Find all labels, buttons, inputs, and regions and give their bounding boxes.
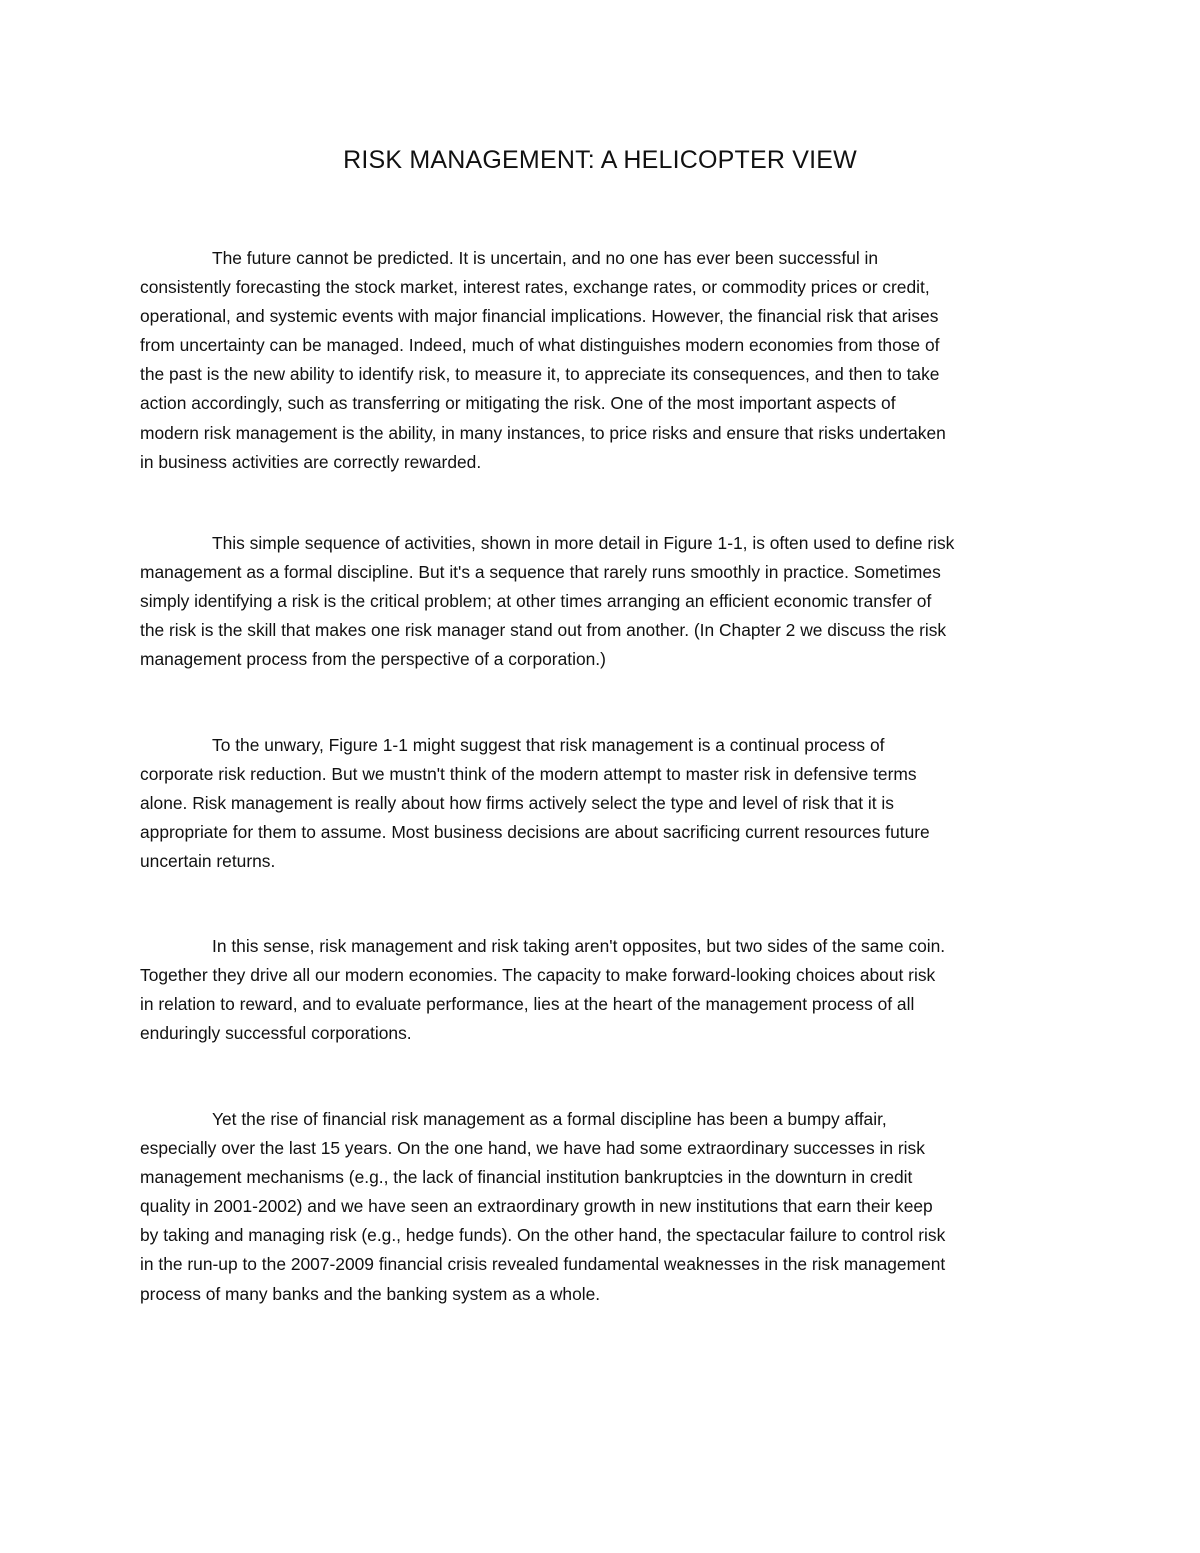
paragraph-line: quality in 2001-2002) and we have seen an extraordinary growth in new institutions that earn their keep (140, 1196, 933, 1217)
paragraph-line: from uncertainty can be managed. Indeed, much of what distinguishes modern economies from those of (140, 335, 940, 356)
paragraph-line: alone. Risk management is really about how firms actively select the type and level of risk that it is (140, 793, 894, 814)
paragraph-line: management process from the perspective of a corporation.) (140, 649, 606, 670)
paragraph-line: To the unwary, Figure 1-1 might suggest that risk management is a continual process of (212, 735, 885, 755)
paragraph-line: simply identifying a risk is the critical problem; at other times arranging an efficient economic transfer of (140, 591, 932, 612)
paragraph-3 (140, 731, 1060, 876)
paragraph-line: the past is the new ability to identify risk, to measure it, to appreciate its consequences, and then to take (140, 364, 940, 385)
paragraph-1 (140, 244, 1060, 477)
paragraph-2 (140, 529, 1060, 674)
paragraph-line: This simple sequence of activities, shown in more detail in Figure 1-1, is often used to define risk (212, 533, 955, 553)
paragraph-line: Yet the rise of financial risk management as a formal discipline has been a bumpy affair, (212, 1109, 887, 1129)
paragraph-line: by taking and managing risk (e.g., hedge funds). On the other hand, the spectacular failure to control risk (140, 1225, 946, 1246)
paragraph-line: process of many banks and the banking system as a whole. (140, 1283, 601, 1304)
paragraph-line: especially over the last 15 years. On the one hand, we have had some extraordinary successes in risk (140, 1138, 925, 1159)
paragraph-5 (140, 1105, 1060, 1309)
paragraph-line: appropriate for them to assume. Most business decisions are about sacrificing current resources future (140, 822, 930, 843)
paragraph-line: operational, and systemic events with major financial implications. However, the financial risk that arises (140, 306, 939, 327)
paragraph-4 (140, 932, 1060, 1048)
paragraph-line: the risk is the skill that makes one risk manager stand out from another. (In Chapter 2 we discuss the risk (140, 620, 947, 641)
paragraph-line: in business activities are correctly rewarded. (140, 451, 482, 472)
paragraph-line: action accordingly, such as transferring or mitigating the risk. One of the most important aspects of (140, 393, 896, 414)
paragraph-line: management mechanisms (e.g., the lack of financial institution bankruptcies in the downturn in credit (140, 1167, 913, 1188)
paragraph-line: in the run-up to the 2007-2009 financial crisis revealed fundamental weaknesses in the risk management (140, 1254, 946, 1275)
paragraph-line: in relation to reward, and to evaluate performance, lies at the heart of the management process of all (140, 994, 915, 1015)
paragraph-line: In this sense, risk management and risk taking aren't opposites, but two sides of the same coin. (212, 936, 946, 956)
paragraph-line: modern risk management is the ability, in many instances, to price risks and ensure that risks undertaken (140, 422, 946, 443)
paragraph-line: consistently forecasting the stock market, interest rates, exchange rates, or commodity prices or credit, (140, 277, 930, 298)
paragraph-line: Together they drive all our modern economies. The capacity to make forward-looking choices about risk (140, 965, 936, 986)
paragraph-line: corporate risk reduction. But we mustn't think of the modern attempt to master risk in defensive terms (140, 764, 917, 785)
paragraph-line: uncertain returns. (140, 851, 276, 872)
paragraph-line: The future cannot be predicted. It is uncertain, and no one has ever been successful in (212, 248, 879, 268)
paragraph-line: management as a formal discipline. But it's a sequence that rarely runs smoothly in practice. Sometimes (140, 562, 941, 583)
paragraph-line: enduringly successful corporations. (140, 1023, 412, 1044)
document-title: RISK MANAGEMENT: A HELICOPTER VIEW (343, 146, 857, 174)
